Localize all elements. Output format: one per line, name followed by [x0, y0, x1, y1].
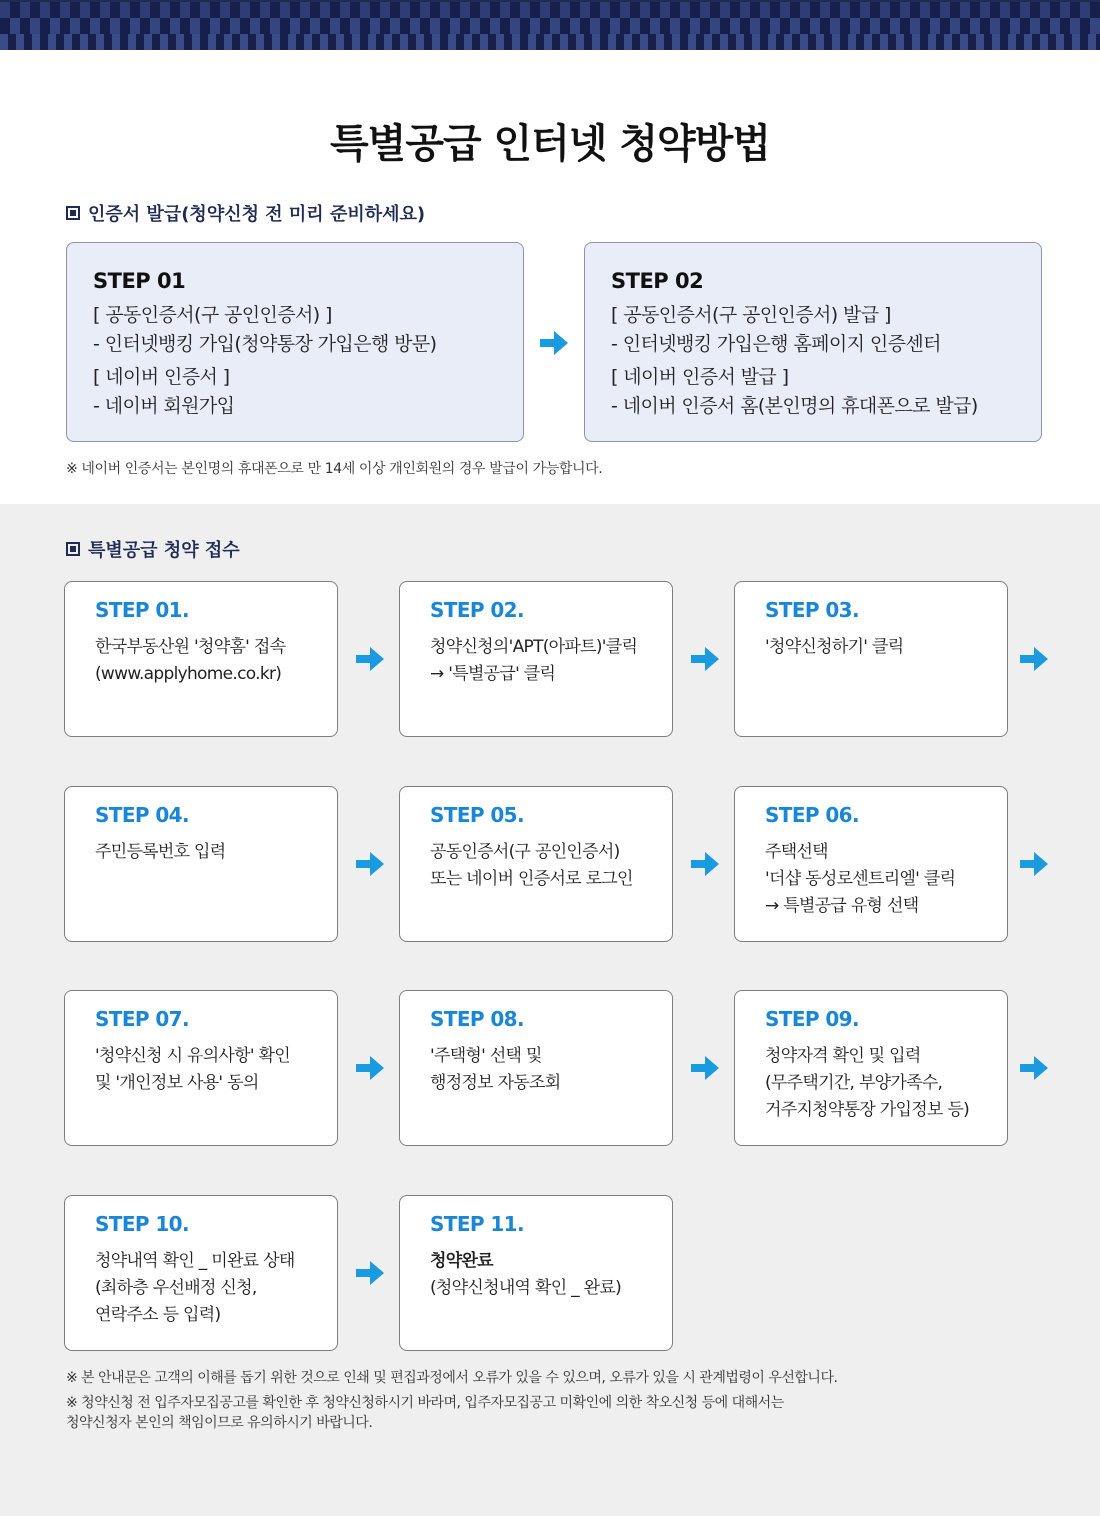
apply-step-line: 연락주소 등 입력): [95, 1305, 221, 1325]
apply-step-label: STEP 02.: [430, 598, 524, 622]
apply-section-heading: [66, 536, 240, 562]
apply-step-card: [64, 786, 338, 942]
apply-step-card: [64, 990, 338, 1146]
apply-step-line: 한국부동산원 '청약홈' 접속: [95, 637, 286, 657]
apply-step-line: 주택선택: [765, 842, 828, 862]
arrow-right-icon: [689, 849, 721, 879]
cert-step-label: STEP 01: [93, 269, 186, 293]
cert-step-line: [ 네이버 인증서 발급 ]: [611, 366, 789, 388]
apply-step-label: STEP 07.: [95, 1007, 189, 1031]
apply-step-line: → '특별공급' 클릭: [430, 664, 556, 684]
cert-section-heading: [66, 200, 425, 226]
apply-step-line: → 특별공급 유형 선택: [765, 896, 919, 916]
cert-step-line: [ 네이버 인증서 ]: [93, 366, 230, 388]
cert-step-line: [ 공동인증서(구 공인인증서) ]: [93, 304, 332, 326]
apply-step-card: [734, 581, 1008, 737]
apply-step-card: [64, 581, 338, 737]
cert-section-heading-text: 인증서 발급(청약신청 전 미리 준비하세요): [88, 204, 426, 225]
apply-step-line: 거주지청약통장 가입정보 등): [765, 1100, 970, 1120]
apply-step-line: (최하층 우선배정 신청,: [95, 1278, 257, 1298]
arrow-right-icon: [1018, 644, 1050, 674]
square-bullet-icon: [66, 542, 80, 556]
cert-step-line: - 네이버 인증서 홈(본인명의 휴대폰으로 발급): [611, 395, 978, 417]
arrow-right-icon: [354, 1053, 386, 1083]
square-bullet-icon: [66, 206, 80, 220]
apply-step-line: 청약내역 확인 _ 미완료 상태: [95, 1251, 295, 1271]
footnote: ※ 본 안내문은 고객의 이해를 돕기 위한 것으로 인쇄 및 편집과정에서 오류가 있을 수 있으며, 오류가 있을 시 관계법령이 우선합니다.: [66, 1370, 838, 1386]
apply-step-card: [399, 1195, 673, 1351]
arrow-right-icon: [538, 328, 570, 358]
top-pattern-band: [0, 0, 1100, 50]
apply-step-label: STEP 11.: [430, 1212, 524, 1236]
apply-step-line: 및 '개인정보 사용' 동의: [95, 1073, 259, 1093]
cert-step-line: - 네이버 회원가입: [93, 395, 235, 417]
apply-step-line: '주택형' 선택 및: [430, 1046, 542, 1066]
arrow-right-icon: [689, 1053, 721, 1083]
apply-step-label: STEP 04.: [95, 803, 189, 827]
apply-step-line: 행정정보 자동조회: [430, 1073, 561, 1093]
apply-step-card: [734, 786, 1008, 942]
apply-step-line: (www.applyhome.co.kr): [95, 664, 282, 684]
arrow-right-icon: [689, 644, 721, 674]
cert-step-line: - 인터넷뱅킹 가입(청약통장 가입은행 방문): [93, 333, 437, 355]
apply-step-label: STEP 10.: [95, 1212, 189, 1236]
arrow-right-icon: [1018, 849, 1050, 879]
apply-step-card: [734, 990, 1008, 1146]
apply-step-line: 공동인증서(구 공인인증서): [430, 842, 620, 862]
apply-section-heading-text: 특별공급 청약 접수: [88, 540, 240, 561]
apply-step-label: STEP 09.: [765, 1007, 859, 1031]
apply-step-line: 또는 네이버 인증서로 로그인: [430, 869, 633, 889]
apply-step-card: [399, 581, 673, 737]
apply-step-line: '청약신청하기' 클릭: [765, 637, 904, 657]
arrow-right-icon: [354, 1258, 386, 1288]
page-title: 특별공급 인터넷 청약방법: [330, 121, 770, 167]
apply-step-label: STEP 08.: [430, 1007, 524, 1031]
cert-step-02-box: [584, 242, 1042, 442]
cert-note: ※ 네이버 인증서는 본인명의 휴대폰으로 만 14세 이상 개인회원의 경우 발급이 가능합니다.: [66, 461, 603, 477]
apply-step-line: 청약자격 확인 및 입력: [765, 1046, 921, 1066]
cert-step-line: - 인터넷뱅킹 가입은행 홈페이지 인증센터: [611, 333, 941, 355]
apply-step-label: STEP 06.: [765, 803, 859, 827]
footnote: ※ 청약신청 전 입주자모집공고를 확인한 후 청약신청하시기 바라며, 입주자모집공고 미확인에 의한 착오신청 등에 대해서는: [66, 1395, 784, 1411]
apply-step-line: '더샵 동성로센트리엘' 클릭: [765, 869, 956, 889]
cert-step-01-box: [66, 242, 524, 442]
arrow-right-icon: [1018, 1053, 1050, 1083]
arrow-right-icon: [354, 849, 386, 879]
apply-step-card: [64, 1195, 338, 1351]
apply-step-label: STEP 03.: [765, 598, 859, 622]
apply-step-line: 청약신청의'APT(아파트)'클릭: [430, 637, 638, 657]
footnote: 청약신청자 본인의 책임이므로 유의하시기 바랍니다.: [66, 1415, 373, 1431]
apply-step-line: 청약완료: [430, 1251, 493, 1271]
apply-step-line: '청약신청 시 유의사항' 확인: [95, 1046, 290, 1066]
apply-step-label: STEP 05.: [430, 803, 524, 827]
arrow-right-icon: [354, 644, 386, 674]
cert-step-label: STEP 02: [611, 269, 704, 293]
apply-step-card: [399, 990, 673, 1146]
apply-step-line: (청약신청내역 확인 _ 완료): [430, 1278, 621, 1298]
cert-step-line: [ 공동인증서(구 공인인증서) 발급 ]: [611, 304, 891, 326]
apply-step-card: [399, 786, 673, 942]
apply-step-line: (무주택기간, 부양가족수,: [765, 1073, 943, 1093]
apply-step-label: STEP 01.: [95, 598, 189, 622]
apply-step-line: 주민등록번호 입력: [95, 842, 226, 862]
